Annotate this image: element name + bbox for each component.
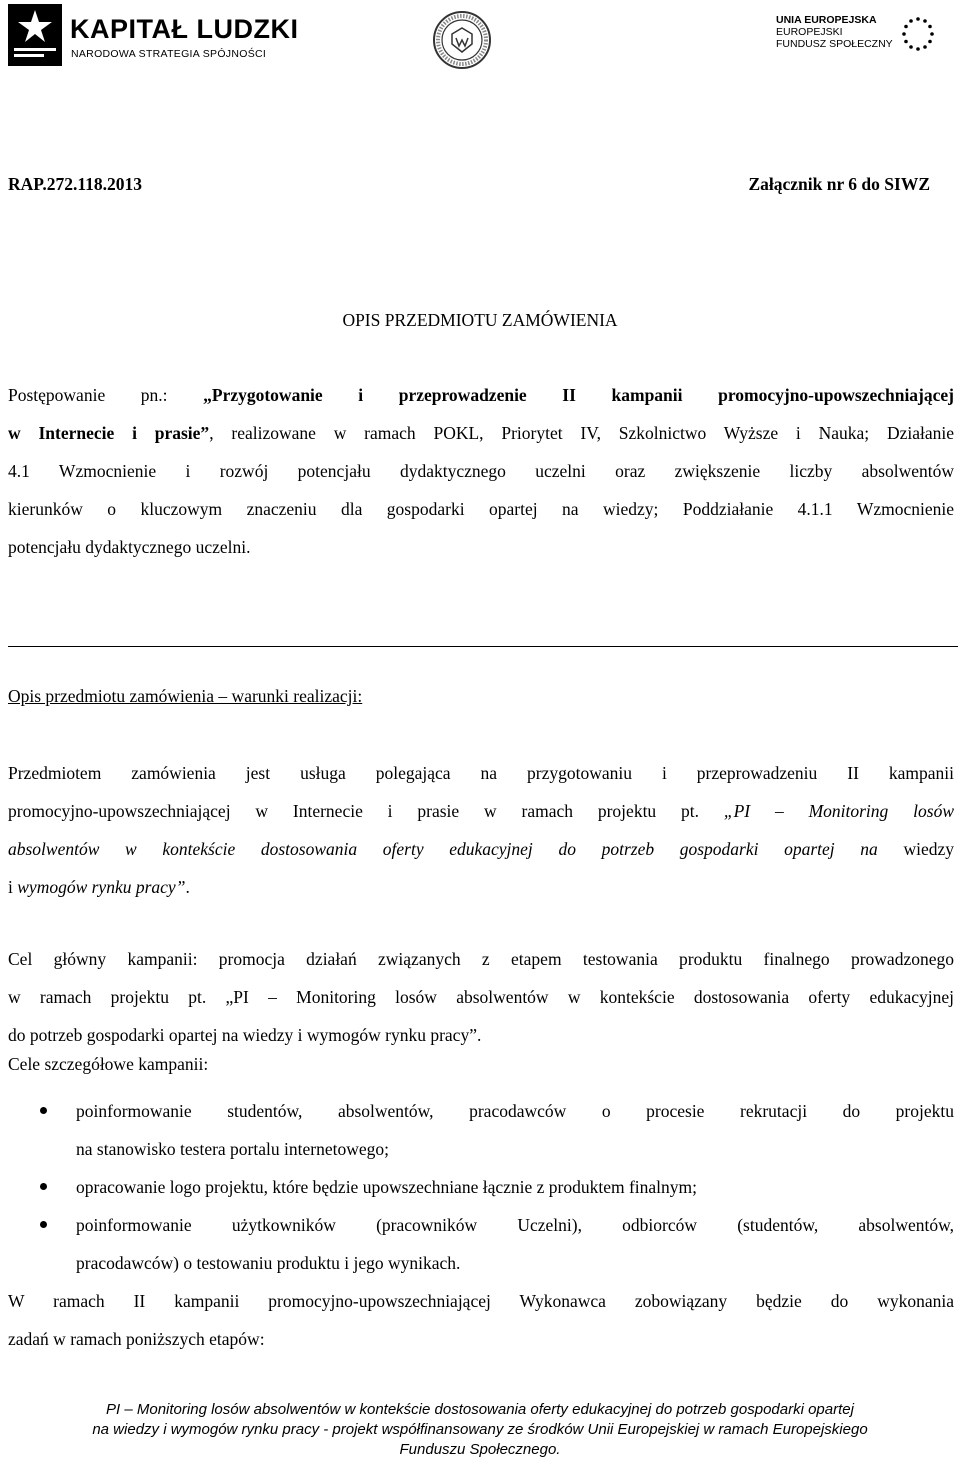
- logo-left-title: KAPITAŁ LUDZKI: [70, 14, 299, 44]
- document-reference: RAP.272.118.2013: [8, 174, 143, 194]
- list-item: poinformowanie użytkowników (pracowników Uczelni), odbiorców (studentów, absolwentów, pracodawców) o testowaniu produktu i jego wynikach.: [0, 1206, 956, 1282]
- footer-line1: PI – Monitoring losów absolwentów w kontekście dostosowania oferty edukacyjnej do potrzeb gospodarki opartej: [106, 1401, 854, 1418]
- section-divider: [8, 646, 958, 647]
- list-item: poinformowanie studentów, absolwentów, pracodawców o procesie rekrutacji do projektu na stanowisko testera portalu internetowego;: [0, 1092, 956, 1168]
- specific-goals-list: [0, 1092, 956, 1282]
- eu-efs-logo: [776, 14, 956, 64]
- kapital-ludzki-emblem-icon: [8, 4, 62, 66]
- closing-paragraph: W ramach II kampanii promocyjno-upowszechniającej Wykonawca zobowiązany będzie do wykonania zadań w ramach poniższych etapów:: [8, 1291, 954, 1349]
- footer-line3: Funduszu Społecznego.: [399, 1441, 561, 1458]
- bullet-icon: [40, 1183, 47, 1190]
- proceeding-paragraph: Postępowanie pn.: „Przygotowanie i przeprowadzenie II kampanii promocyjno-upowszechniającej w Internecie i prasie”, realizowane w ramach POKL, Priorytet IV, Szkolnictwo Wyższe i Nauka; Działanie 4.1 Wzmocnienie i rozwój potencjału dydaktycznego uczelni oraz zwiększenie liczby absolwentów kierunków o kluczowym znaczeniu dla gospodarki opartej na wiedzy; Poddziałanie 4.1.1 Wzmocnienie potencjału dydaktycznego uczelni.: [8, 385, 954, 557]
- page-footer: [0, 1400, 960, 1460]
- section-heading: Opis przedmiotu zamówienia – warunki realizacji:: [8, 686, 363, 706]
- logo-right-line2: EUROPEJSKI: [776, 26, 843, 38]
- goal-paragraph: Cel główny kampanii: promocja działań związanych z etapem testowania produktu finalnego prowadzonego w ramach projektu pt. „PI – Monitoring losów absolwentów w kontekście dostosowania oferty edukacyjnej do potrzeb gospodarki opartej na wiedzy i wymogów rynku pracy”.: [8, 949, 954, 1045]
- logo-right-line1: UNIA EUROPEJSKA: [776, 14, 877, 26]
- eu-flag-icon: [895, 14, 941, 54]
- specific-goals-label: Cele szczegółowe kampanii:: [8, 1054, 209, 1074]
- university-seal-icon: [432, 10, 492, 70]
- logo-left-subtitle: NARODOWA STRATEGIA SPÓJNOŚCI: [71, 48, 267, 60]
- logo-right-line3: FUNDUSZ SPOŁECZNY: [776, 38, 893, 50]
- bullet-icon: [40, 1107, 47, 1114]
- footer-line2: na wiedzy i wymogów rynku pracy - projekt współfinansowany ze środków Unii Europejskiej w ramach Europejskiego: [92, 1421, 868, 1438]
- kapital-ludzki-logo: [8, 4, 299, 68]
- bullet-icon: [40, 1221, 47, 1228]
- document-title: OPIS PRZEDMIOTU ZAMÓWIENIA: [342, 310, 618, 330]
- list-item: opracowanie logo projektu, które będzie upowszechniane łącznie z produktem finalnym;: [0, 1168, 956, 1206]
- subject-paragraph: Przedmiotem zamówienia jest usługa polegająca na przygotowaniu i przeprowadzeniu II kampanii promocyjno-upowszechniającej w Internecie i prasie w ramach projektu pt. „PI – Monitoring losów absolwentów w kontekście dostosowania oferty edukacyjnej do potrzeb gospodarki opartej na wiedzy i wymogów rynku pracy”.: [8, 763, 954, 897]
- annex-label: Załącznik nr 6 do SIWZ: [748, 174, 930, 194]
